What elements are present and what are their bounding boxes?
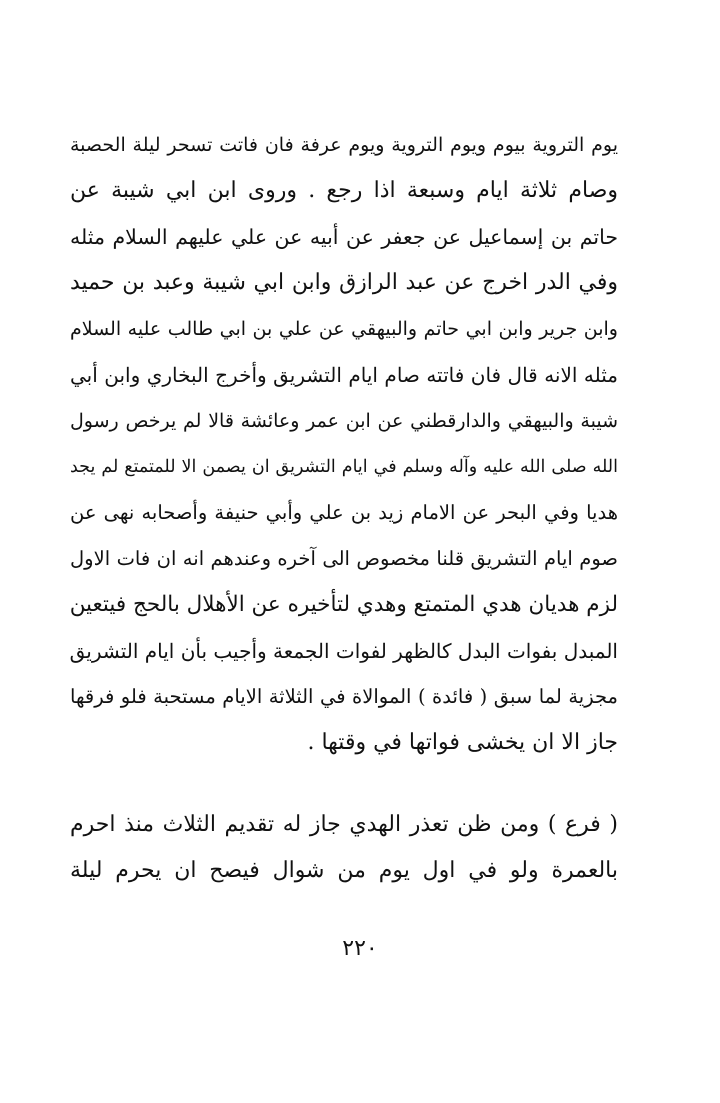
main-paragraph: [70, 122, 618, 766]
text-line: مثله الانه قال فان فاتته صام ايام التشريق وأخرج البخاري وابن أبي: [70, 363, 618, 387]
text-line: وابن جرير وابن ابي حاتم والبيهقي عن علي بن ابي طالب عليه السلام: [70, 318, 618, 340]
text-line: ( فرع ) ومن ظن تعذر الهدي جاز له تقديم الثلاث منذ احرم: [70, 812, 618, 837]
text-line: بالعمرة ولو في اول يوم من شوال فيصح ان يحرم ليلة: [70, 858, 618, 883]
text-line: يوم التروية بيوم ويوم التروية ويوم عرفة فان فاتت تسحر ليلة الحصبة: [70, 134, 618, 156]
text-line: الله صلى الله عليه وآله وسلم في ايام التشريق ان يصمن الا للمتمتع لم يجد: [70, 457, 618, 477]
text-line: وفي الدر اخرج عن عبد الرازق وابن ابي شيبة وعبد بن حميد: [70, 270, 618, 295]
page-number: ٢٢٠: [342, 936, 378, 961]
branch-paragraph: [70, 802, 618, 894]
text-line: حاتم بن إسماعيل عن جعفر عن أبيه عن علي عليهم السلام مثله: [70, 225, 618, 249]
text-line: المبدل بفوات البدل كالظهر لفوات الجمعة وأجيب بأن ايام التشريق: [70, 639, 618, 663]
text-line: شيبة والبيهقي والدارقطني عن ابن عمر وعائشة قالا لم يرخص رسول: [70, 410, 618, 432]
text-line: صوم ايام التشريق قلنا مخصوص الى آخره وعندهم انه ان فات الاول: [70, 547, 618, 570]
text-line: وصام ثلاثة ايام وسبعة اذا رجع . وروى ابن ابي شيبة عن: [70, 178, 618, 203]
text-line: مجزية لما سبق ( فائدة ) الموالاة في الثلاثة الايام مستحبة فلو فرقها: [70, 685, 618, 708]
text-line: لزم هديان هدي المتمتع وهدي لتأخيره عن الأهلال بالحج فيتعين: [70, 592, 618, 617]
text-line: جاز الا ان يخشى فواتها في وقتها .: [307, 730, 618, 755]
text-line: هديا وفي البحر عن الامام زيد بن علي وأبي حنيفة وأصحابه نهى عن: [70, 501, 618, 524]
